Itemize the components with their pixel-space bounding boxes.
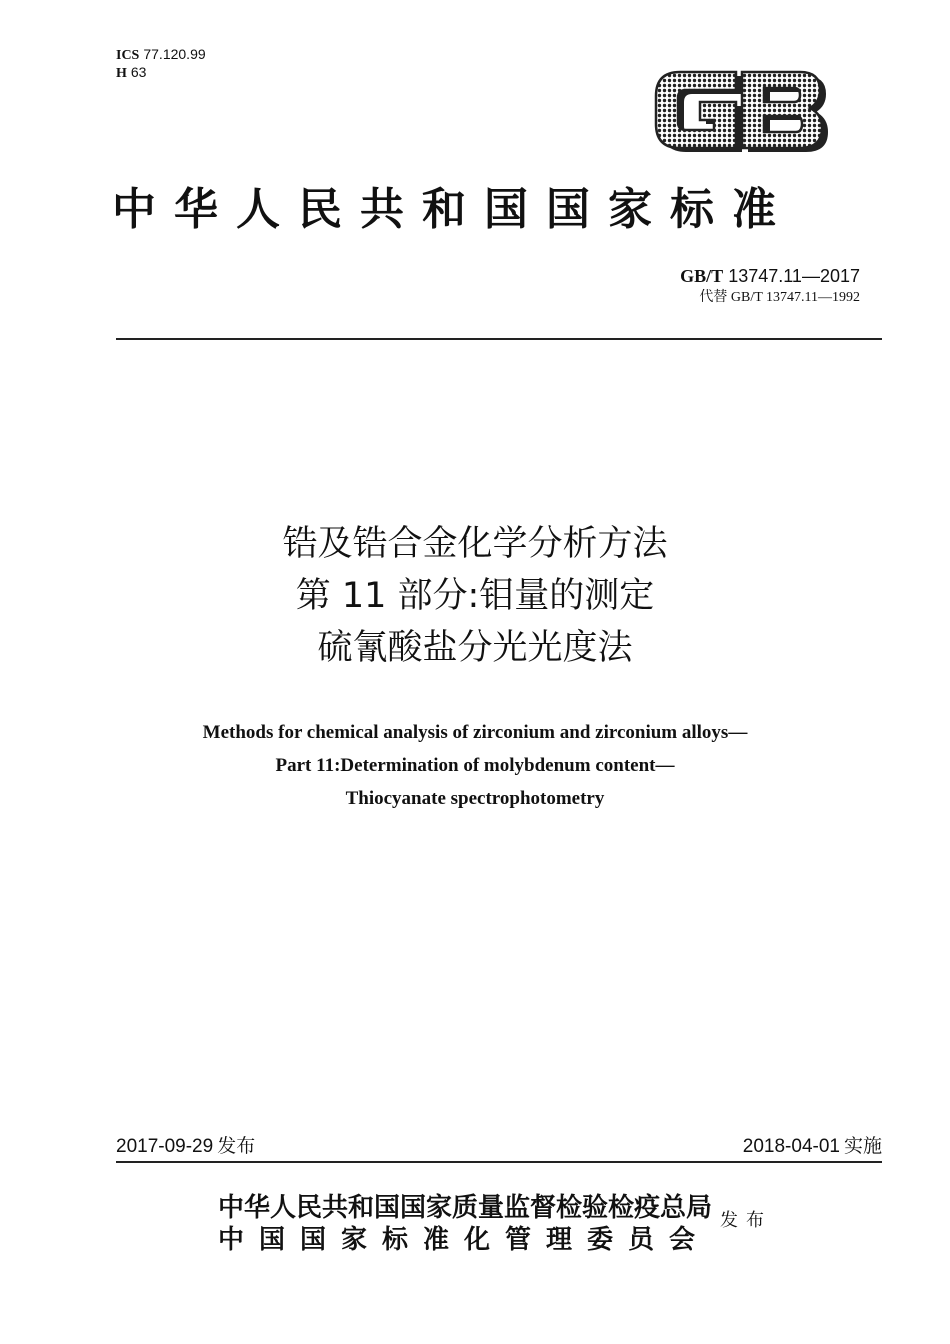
ccs-value: 63 bbox=[130, 64, 147, 80]
issue-date bbox=[116, 1134, 255, 1159]
footer-divider bbox=[116, 1161, 882, 1163]
ics-label: ICS bbox=[116, 48, 140, 63]
english-title-line-3: Thiocyanate spectrophotometry bbox=[345, 788, 605, 809]
issue-date-label: 发布 bbox=[217, 1135, 256, 1157]
standard-number-value: 13747.11—2017 bbox=[728, 266, 860, 286]
implementation-date-label: 实施 bbox=[843, 1135, 882, 1157]
implementation-date-value: 2018-04-01 bbox=[742, 1136, 840, 1157]
english-title-line-2: Part 11:Determination of molybdenum content— bbox=[275, 755, 675, 776]
national-standard-title: 中华人民共和国国家标准 bbox=[112, 184, 794, 235]
replaces-standard: 代替 GB/T 13747.11—1992 bbox=[699, 290, 860, 305]
issuing-authorities bbox=[218, 1192, 712, 1256]
ccs-label: H bbox=[116, 66, 127, 81]
issuer-line-1: 中华人民共和国国家质量监督检验检疫总局 bbox=[218, 1193, 713, 1223]
chinese-title bbox=[0, 518, 950, 674]
standard-number bbox=[680, 266, 860, 286]
issue-date-value: 2017-09-29 bbox=[116, 1136, 214, 1157]
chinese-title-line-1: 锆及锆合金化学分析方法 bbox=[282, 524, 668, 564]
english-title bbox=[0, 716, 950, 815]
chinese-title-line-3: 硫氰酸盐分光光度法 bbox=[317, 628, 633, 668]
ics-value: 77.120.99 bbox=[143, 46, 206, 62]
ics-code bbox=[116, 46, 206, 64]
issued-by-label: 发布 bbox=[720, 1210, 772, 1231]
gb-logo-icon bbox=[642, 58, 832, 154]
classification-codes bbox=[116, 46, 206, 82]
chinese-title-line-2: 第 11 部分:钼量的测定 bbox=[295, 576, 655, 616]
ccs-code bbox=[116, 64, 206, 82]
header-divider bbox=[116, 338, 882, 340]
issuer-line-2: 中国国家标准化管理委员会 bbox=[218, 1225, 711, 1255]
standard-number-prefix: GB/T bbox=[680, 266, 724, 286]
implementation-date bbox=[743, 1134, 882, 1159]
english-title-line-1: Methods for chemical analysis of zirconium and zirconium alloys— bbox=[202, 722, 748, 743]
